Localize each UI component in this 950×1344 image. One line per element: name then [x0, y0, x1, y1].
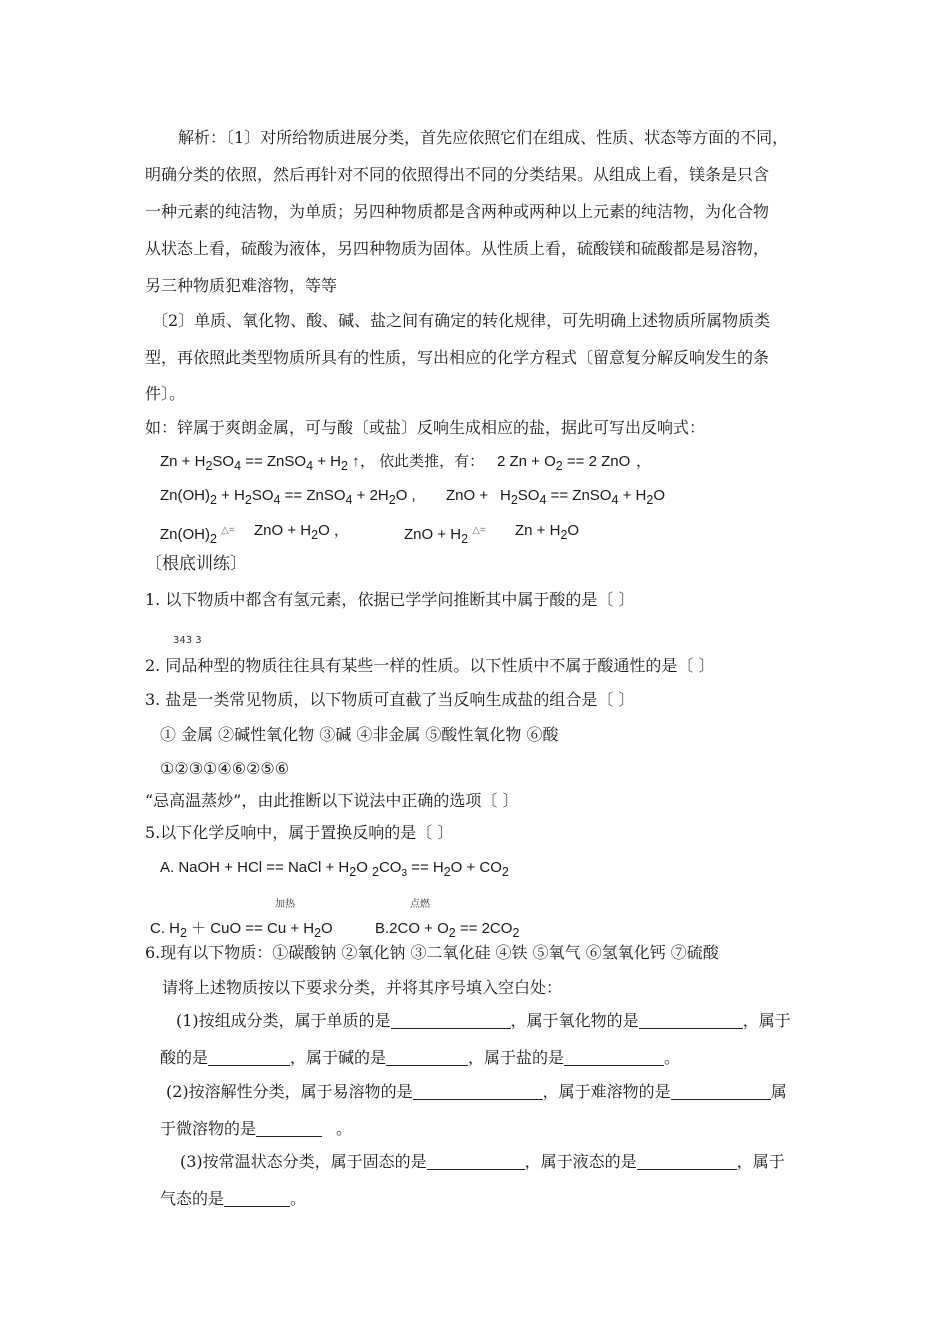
equation-line-2-c: $H_2SO_4$ == ZnSO$_4$ + $H_2O$ [500, 487, 665, 507]
question-3-options: ① 金属 ②碱性氧化物 ③碱 ④非金属 ⑤酸性氧化物 ⑥酸 [160, 725, 559, 744]
analysis-line-4: 从状态上看，硫酸为液体，另四种物质为固体。从性质上看，硫酸镁和硫酸都是易溶物， [145, 239, 770, 258]
answer-blank[interactable] [413, 1083, 543, 1100]
answer-blank[interactable] [224, 1190, 290, 1207]
analysis-line-8: 件〕。 [145, 384, 186, 403]
analysis-line-3: 一种元素的纯洁物，为单质；另四种物质都是含两种或两种以上元素的纯洁物，为化合物 [145, 202, 770, 221]
equation-line-3-b: ZnO + $H_2O$ ， [254, 522, 349, 542]
equation-line-3-d: $Zn + H_2O$ [515, 522, 580, 542]
label-heat: 加热 [275, 899, 295, 910]
question-5-option-c: C. $H_2$ ＋ CuO == $Cu + H_2O$ [150, 920, 333, 940]
analysis-line-5: 另三种物质犯难溶物，等等 [145, 276, 338, 295]
analysis-line-2: 明确分类的依照，然后再针对不同的依照得出不同的分类结果。从组成上看，镁条是只含 [145, 165, 770, 184]
question-6-intro: 请将上述物质按以下要求分类，并将其序号填入空白处： [162, 978, 563, 997]
analysis-line-9: 如：锌属于爽朗金属，可与酸〔或盐〕反响生成相应的盐，据此可写出反响式： [145, 418, 706, 437]
answer-blank[interactable] [391, 1012, 511, 1029]
equation-line-1-comma: ， [636, 453, 652, 470]
question-3-answers: ①②③①④⑥②⑤⑥ [160, 759, 290, 778]
section-title: 〔根底训练〕 [145, 554, 247, 574]
equation-line-2: $Zn(OH)_2 + H_2SO_4$ == ZnSO$_4$ + $2H_2O$ , [160, 487, 416, 507]
question-2: 2. 同品种型的物质往往具有某些一样的性质。以下性质中不属于酸通性的是〔 〕 [145, 656, 715, 675]
question-6-part-1: (1)按组成分类，属于单质的是 ，属于氧化物的是 ，属于 [176, 1011, 791, 1030]
label-ignite: 点燃 [410, 899, 430, 910]
equation-line-1-b: 2 $Zn + O_2 == 2$ ZnO [497, 453, 631, 473]
question-1: 1. 以下物质中都含有氢元素，依据已学学问推断其中属于酸的是〔 〕 [145, 590, 635, 609]
equation-line-3-c: ZnO + $H_2$ △= [404, 525, 486, 546]
question-6-part-3: (3)按常温状态分类，属于固态的是 ，属于液态的是 ，属于 [180, 1152, 785, 1171]
question-6-part-2-cont: 于微溶物的是 。 [160, 1119, 353, 1138]
answer-blank[interactable] [386, 1049, 468, 1066]
question-6-part-2: (2)按溶解性分类，属于易溶物的是 ，属于难溶物的是 属 [166, 1082, 787, 1101]
question-5-option-a-b: $_2CO_3 == H_2O + CO_2$ [372, 859, 509, 879]
analysis-line-1: 解析：〔1〕对所给物质进展分类，首先应依照它们在组成、性质、状态等方面的不同， [178, 128, 789, 147]
equation-line-1: $Zn + H_2SO_4$ == ZnSO$_4$ + $H_2$ ↑ [160, 453, 360, 473]
question-3: 3. 盐是一类常见物质，以下物质可直截了当反响生成盐的组合是〔 〕 [145, 690, 635, 709]
question-5-option-a: A. NaOH + HCl == NaCl + $H_2O$ [160, 859, 368, 879]
question-4: “忌高温蒸炒”，由此推断以下说法中正确的选项〔 〕 [145, 791, 519, 810]
analysis-line-6: 〔2〕单质、氧化物、酸、碱、盐之间有确定的转化规律，可先明确上述物质所属物质类 [152, 311, 771, 330]
question-1-note: 343 3 [173, 635, 202, 646]
equation-line-1-note: ， 依此类推，有： [360, 453, 485, 470]
equation-line-3: $Zn(OH)_2$ △= [160, 525, 235, 546]
equation-line-2-b: ZnO + [446, 487, 489, 504]
question-6: 6.现有以下物质：①碳酸钠 ②氧化钠 ③二氧化硅 ④铁 ⑤氧气 ⑥氢氧化钙 ⑦硫酸 [145, 943, 719, 962]
question-6-part-1-cont: 酸的是 ，属于碱的是 ，属于盐的是 。 [160, 1048, 681, 1067]
question-6-part-3-cont: 气态的是 。 [160, 1189, 307, 1208]
answer-blank[interactable] [208, 1049, 290, 1066]
analysis-line-7: 型，再依照此类型物质所具有的性质，写出相应的化学方程式〔留意复分解反响发生的条 [145, 348, 770, 367]
answer-blank[interactable] [671, 1083, 771, 1100]
answer-blank[interactable] [639, 1012, 743, 1029]
answer-blank[interactable] [427, 1153, 525, 1170]
answer-blank[interactable] [256, 1120, 322, 1137]
question-5-option-b: $B.2CO + O_2 == 2CO_2$ [375, 920, 520, 940]
question-5: 5.以下化学反响中，属于置换反响的是〔 〕 [145, 823, 454, 842]
answer-blank[interactable] [564, 1049, 664, 1066]
answer-blank[interactable] [637, 1153, 737, 1170]
